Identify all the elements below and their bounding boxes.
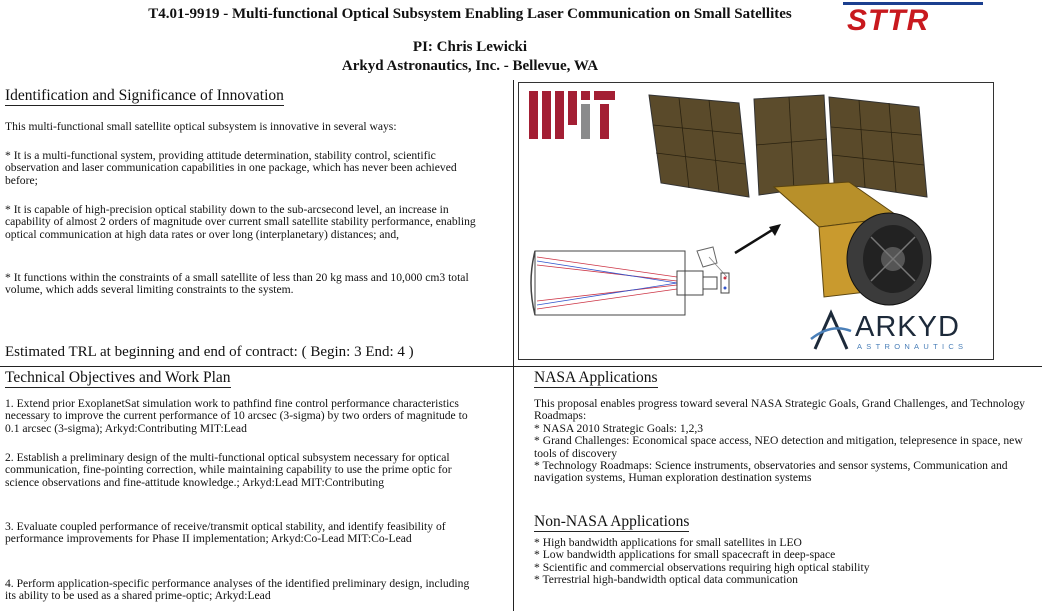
non-nasa-apps-heading: Non-NASA Applications xyxy=(534,513,690,530)
arkyd-subtitle: ASTRONAUTICS xyxy=(857,342,968,351)
non-nasa-apps-text: * High bandwidth applications for small satellites in LEO * Low bandwidth applications for small spacecraft in deep-space * Scientific and commercial observations requiring high optical stability * Terrestrial high-bandwidth optical data communication xyxy=(534,536,870,587)
concept-image-panel xyxy=(518,82,994,360)
objective-item-1: 1. Extend prior ExoplanetSat simulation work to pathfind fine control performance characteristics necessary to improve the current performance of 10 arcsec (3-sigma) by two orders of magnitude to 0.1 arcsec (3-sigma); Arkyd:Contributing MIT:Lead xyxy=(5,397,468,435)
nasa-apps-text: This proposal enables progress toward several NASA Strategic Goals, Grand Challenges, and Technology Roadmaps: * NASA 2010 Strategic Goals: 1,2,3 * Grand Challenges: Economical space access, NEO detection and mitigation, telepresence in space, new tools of discovery * Technology Roadmaps: Science instruments, observatories and sensor systems, Communication and navigation systems, Human exploration destination systems xyxy=(534,397,1025,485)
arkyd-wordmark: ARKYD xyxy=(855,311,960,343)
innovation-point-3: * It functions within the constraints of a small satellite of less than 20 kg mass and 10,000 cm3 total volume, which adds several limiting constraints to the system. xyxy=(5,271,469,297)
innovation-intro: This multi-functional small satellite optical subsystem is innovative in several ways: xyxy=(5,120,397,133)
innovation-heading: Identification and Significance of Innovation xyxy=(5,87,284,104)
objective-item-3: 3. Evaluate coupled performance of receive/transmit optical stability, and identify feasibility of performance improvements for Phase II implementation; Arkyd:Co-Lead MIT:Co-Lead xyxy=(5,520,446,546)
horizontal-divider xyxy=(0,366,1042,367)
arkyd-logo xyxy=(809,309,989,355)
innovation-point-1: * It is a multi-functional system, providing attitude determination, stability control, scientific observation and laser communication capabilities in one package, which has never been achieved before; xyxy=(5,149,457,187)
objective-item-4: 4. Perform application-specific performance analyses of the identified preliminary design, including its ability to be used as a shared prime-optic; Arkyd:Lead xyxy=(5,577,470,603)
sttr-logo-text: STTR xyxy=(847,4,930,37)
mit-logo xyxy=(529,91,615,139)
vertical-divider xyxy=(513,80,514,611)
innovation-point-2: * It is capable of high-precision optical stability down to the sub-arcsecond level, an increase in capability of almost 2 orders of magnitude over current small satellite stability performance, enabling optical communication at high data rates or over long (interplanetary) distances; and, xyxy=(5,203,476,241)
nasa-apps-heading: NASA Applications xyxy=(534,369,658,386)
page-title: T4.01-9919 - Multi-functional Optical Subsystem Enabling Laser Communication on Small Satellites xyxy=(148,6,792,22)
organization: Arkyd Astronautics, Inc. - Bellevue, WA xyxy=(341,58,599,74)
trl-estimate: Estimated TRL at beginning and end of contract: ( Begin: 3 End: 4 ) xyxy=(5,344,414,360)
arkyd-swoosh-icon xyxy=(809,309,853,353)
objectives-heading: Technical Objectives and Work Plan xyxy=(5,369,231,386)
optical-layout-diagram xyxy=(527,243,737,323)
sttr-logo xyxy=(843,2,983,36)
objective-item-2: 2. Establish a preliminary design of the multi-functional optical subsystem necessary for optical communication, fine-pointing correction, while maintaining capability to use the prime optic for science observations and fine-attitude knowledge.; Arkyd:Lead MIT:Contributing xyxy=(5,451,452,489)
principal-investigator: PI: Chris Lewicki xyxy=(412,39,528,55)
